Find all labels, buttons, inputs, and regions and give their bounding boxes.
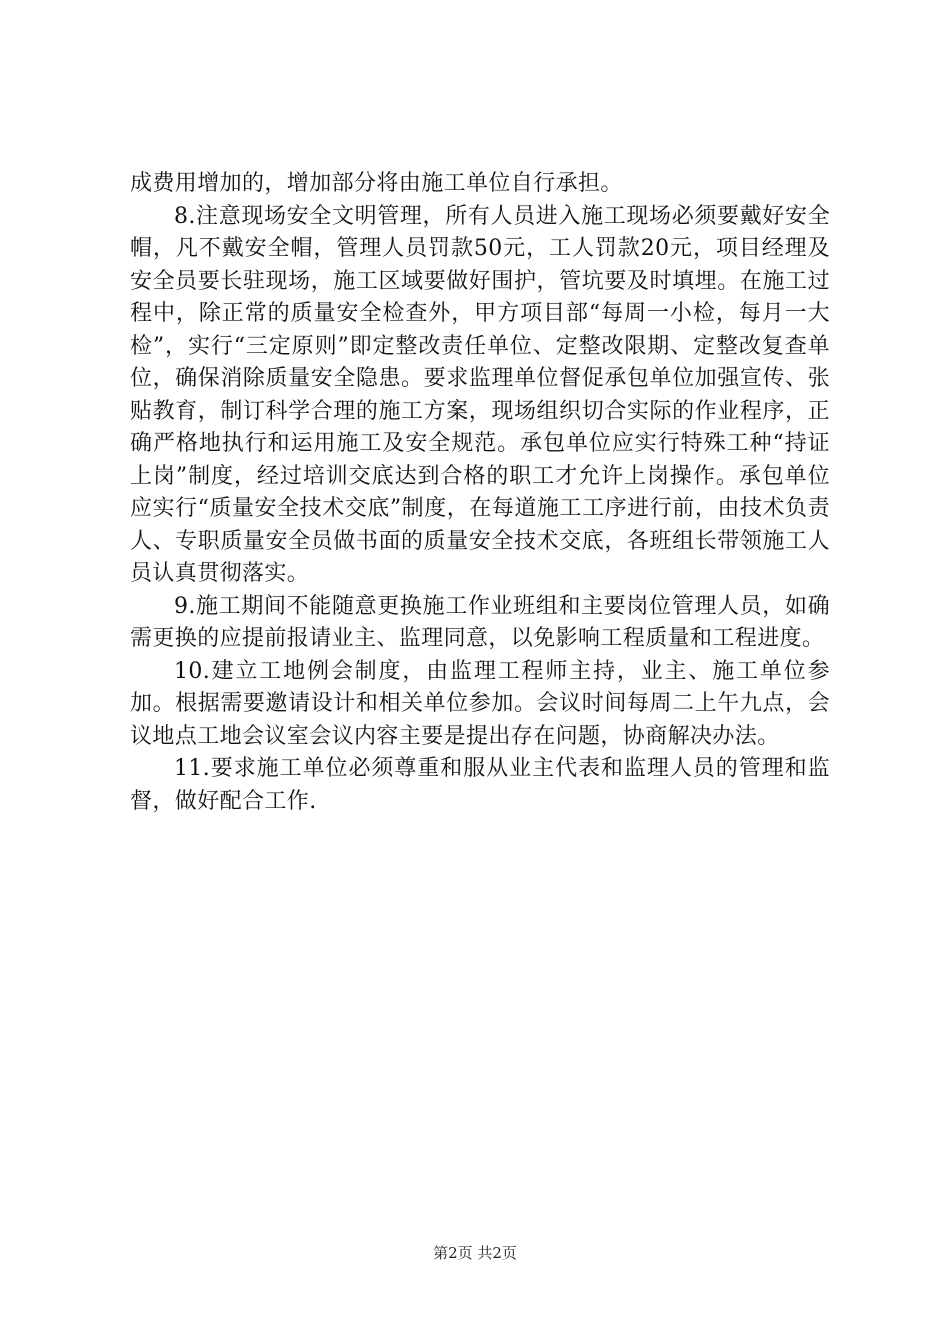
- paragraph-item-10: 10.建立工地例会制度，由监理工程师主持，业主、施工单位参加。根据需要邀请设计和相关单位参加。会议时间每周二上午九点，会议地点工地会议室会议内容主要是提出存在问题，协商解决办法。: [130, 658, 830, 749]
- paragraph-item-11: 11.要求施工单位必须尊重和服从业主代表和监理人员的管理和监督，做好配合工作.: [130, 756, 830, 814]
- paragraph-item-9: 9.施工期间不能随意更换施工作业班组和主要岗位管理人员，如确需更换的应提前报请业主、监理同意，以免影响工程质量和工程进度。: [130, 593, 830, 651]
- paragraph-item-8: 8.注意现场安全文明管理，所有人员进入施工现场必须要戴好安全帽，凡不戴安全帽，管理人员罚款50元，工人罚款20元，项目经理及安全员要长驻现场，施工区域要做好围护，管坑要及时填埋。在施工过程中，除正常的质量安全检查外，甲方项目部“每周一小检，每月一大检”，实行“三定原则”即定整改责任单位、定整改限期、定整改复查单位，确保消除质量安全隐患。要求监理单位督促承包单位加强宣传、张贴教育，制订科学合理的施工方案，现场组织切合实际的作业程序，正确严格地执行和运用施工及安全规范。承包单位应实行特殊工种“持证上岗”制度，经过培训交底达到合格的职工才允许上岗操作。承包单位应实行“质量安全技术交底”制度，在每道施工工序进行前，由技术负责人、专职质量安全员做书面的质量安全技术交底，各班组长带领施工人员认真贯彻落实。: [130, 203, 830, 586]
- page-footer: 第2页 共2页: [433, 1244, 517, 1262]
- document-body: [130, 168, 830, 818]
- paragraph-continuation: 成费用增加的，增加部分将由施工单位自行承担。: [130, 171, 623, 196]
